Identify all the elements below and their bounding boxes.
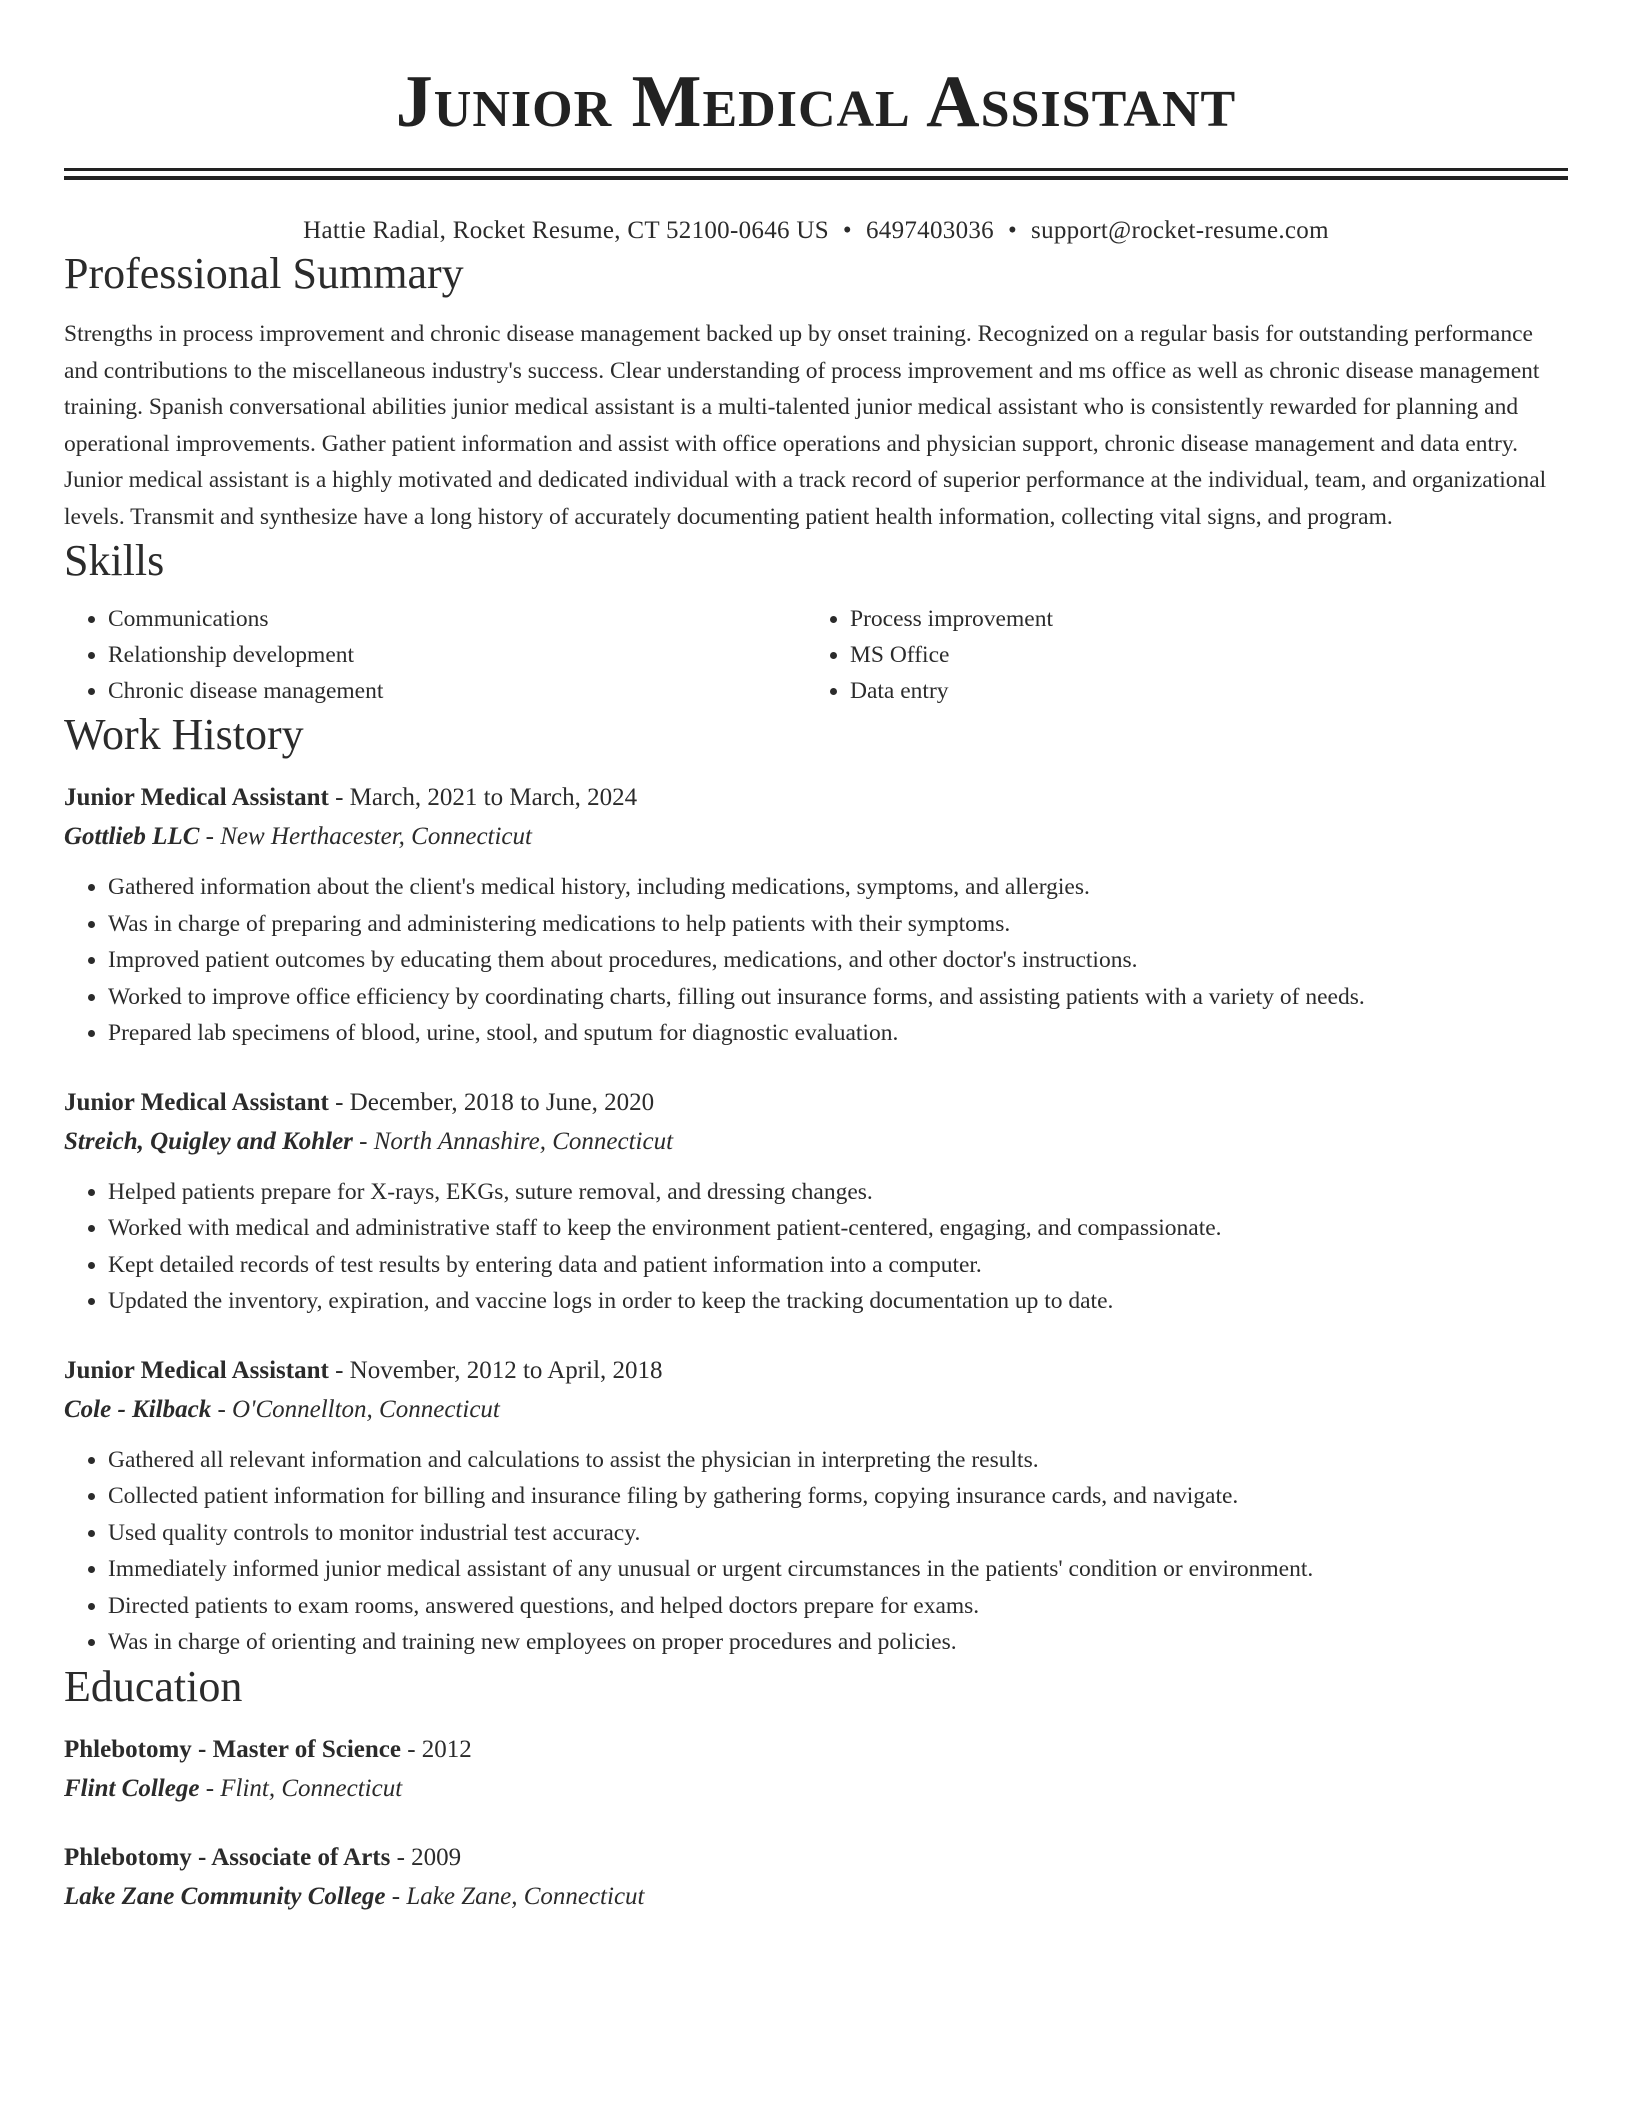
education-location: Flint, Connecticut — [220, 1774, 403, 1802]
job-company: Cole - Kilback — [64, 1395, 212, 1423]
resume-title: Junior Medical Assistant — [395, 61, 1237, 143]
skill-item: • Chronic disease management — [108, 673, 806, 709]
education-location: Lake Zane, Connecticut — [406, 1882, 645, 1910]
summary-heading: Professional Summary — [64, 249, 464, 298]
skills-column-left — [64, 601, 806, 709]
education-school: Flint College — [64, 1774, 200, 1802]
job-dash: - — [328, 1088, 350, 1116]
job-bullet: • Kept detailed records of test results by entering data and patient information into a computer. — [108, 1247, 1568, 1284]
job-bullet: • Improved patient outcomes by educating them about procedures, medications, and other doctor's instructions. — [108, 942, 1568, 979]
job-dash: - — [328, 1356, 350, 1384]
job-company-line — [64, 817, 1568, 857]
education-dash: - — [390, 1843, 412, 1871]
job-bullet: • Helped patients prepare for X-rays, EKGs, suture removal, and dressing changes. — [108, 1174, 1568, 1211]
job-bullet: • Worked with medical and administrative staff to keep the environment patient-centered, engaging, and compassionate. — [108, 1210, 1568, 1247]
contact-email: support@rocket-resume.com — [1031, 217, 1329, 244]
job-entry — [64, 1352, 1568, 1661]
education-dash: - — [400, 1735, 422, 1763]
education-year: 2009 — [411, 1843, 462, 1871]
skills-column-right — [806, 601, 1053, 709]
education-dash: - — [385, 1882, 407, 1910]
job-bullet: • Updated the inventory, expiration, and vaccine logs in order to keep the tracking documentation up to date. — [108, 1283, 1568, 1320]
job-title-line — [64, 1084, 1568, 1122]
title-rule-bottom — [64, 176, 1568, 180]
job-bullet: • Prepared lab specimens of blood, urine, stool, and sputum for diagnostic evaluation. — [108, 1015, 1568, 1052]
education-degree: Phlebotomy - Master of Science — [64, 1735, 401, 1763]
skills-heading: Skills — [64, 536, 165, 585]
skill-item: • Process improvement — [850, 601, 1053, 637]
job-bullets — [64, 1442, 1568, 1661]
education-school-line — [64, 1877, 1568, 1917]
job-company-line — [64, 1390, 1568, 1430]
job-bullet: • Was in charge of preparing and administering medications to help patients with their symptoms. — [108, 906, 1568, 943]
education-degree-line — [64, 1839, 1568, 1877]
skill-item: • Data entry — [850, 673, 1053, 709]
job-title: Junior Medical Assistant — [64, 784, 329, 811]
education-year: 2012 — [421, 1735, 472, 1763]
work-history-heading: Work History — [64, 710, 304, 759]
job-dates: December, 2018 to June, 2020 — [349, 1088, 655, 1116]
job-company: Gottlieb LLC — [64, 823, 200, 850]
job-dash: - — [352, 1127, 374, 1155]
job-title-line — [64, 1352, 1568, 1390]
skill-item: • Relationship development — [108, 637, 806, 673]
skills-list — [64, 601, 1568, 709]
contact-line — [64, 214, 1568, 248]
job-bullet: • Gathered all relevant information and calculations to assist the physician in interpreting the results. — [108, 1442, 1568, 1479]
job-bullet: • Directed patients to exam rooms, answered questions, and helped doctors prepare for exams. — [108, 1588, 1568, 1625]
title-rule-top — [64, 168, 1568, 171]
job-title-line — [64, 779, 1568, 817]
job-dates: November, 2012 to April, 2018 — [349, 1356, 663, 1384]
education-school: Lake Zane Community College — [64, 1882, 386, 1910]
contact-separator: • — [842, 217, 852, 244]
job-bullet: • Used quality controls to monitor industrial test accuracy. — [108, 1515, 1568, 1552]
job-bullet: • Collected patient information for billing and insurance filing by gathering forms, copying insurance cards, and navigate. — [108, 1478, 1568, 1515]
job-location: New Herthacester, Connecticut — [220, 823, 532, 850]
contact-separator: • — [1007, 217, 1018, 244]
education-school-line — [64, 1769, 1568, 1809]
job-bullets — [64, 1174, 1568, 1320]
job-dates: March, 2021 to March, 2024 — [349, 784, 638, 811]
job-dash: - — [199, 823, 221, 850]
contact-address: Hattie Radial, Rocket Resume, CT 52100-0646 US — [303, 217, 829, 244]
education-dash: - — [199, 1774, 221, 1802]
education-degree-line — [64, 1731, 1568, 1769]
job-bullet: • Was in charge of orienting and training new employees on proper procedures and policies. — [108, 1624, 1568, 1661]
summary-text: Strengths in process improvement and chronic disease management backed up by onset training. Recognized on a regular basis for outstanding performance and contributions to the miscellaneous industry's success. Clear understanding of process improvement and ms office as well as chronic disease management training. Spanish conversational abilities junior medical assistant is a multi-talented junior medical assistant who is consistently rewarded for planning and operational improvements. Gather patient information and assist with office operations and physician support, chronic disease management and data entry. Junior medical assistant is a highly motivated and dedicated individual with a track record of superior performance at the individual, team, and organizational levels. Transmit and synthesize have a long history of accurately documenting patient health information, collecting vital signs, and program. — [64, 321, 1547, 530]
education-heading: Education — [64, 1661, 243, 1711]
contact-phone: 6497403036 — [865, 217, 994, 244]
job-bullet: • Immediately informed junior medical assistant of any unusual or urgent circumstances in the patients' condition or environment. — [108, 1551, 1568, 1588]
job-bullet: • Gathered information about the client's medical history, including medications, symptoms, and allergies. — [108, 869, 1568, 906]
education-entry — [64, 1731, 1568, 1809]
education-degree: Phlebotomy - Associate of Arts — [64, 1843, 391, 1871]
job-location: O'Connellton, Connecticut — [232, 1395, 500, 1423]
skill-item: • MS Office — [850, 637, 1053, 673]
job-title: Junior Medical Assistant — [64, 1088, 329, 1116]
skill-item: • Communications — [108, 601, 806, 637]
job-title: Junior Medical Assistant — [64, 1356, 329, 1384]
job-bullets — [64, 869, 1568, 1052]
job-entry — [64, 779, 1568, 1052]
education-entry — [64, 1839, 1568, 1917]
job-company-line — [64, 1122, 1568, 1162]
job-company: Streich, Quigley and Kohler — [64, 1127, 353, 1155]
job-dash: - — [328, 784, 350, 811]
job-entry — [64, 1084, 1568, 1320]
job-bullet: • Worked to improve office efficiency by coordinating charts, filling out insurance forms, and assisting patients with a variety of needs. — [108, 979, 1568, 1016]
job-location: North Annashire, Connecticut — [373, 1127, 674, 1155]
job-dash: - — [211, 1395, 233, 1423]
